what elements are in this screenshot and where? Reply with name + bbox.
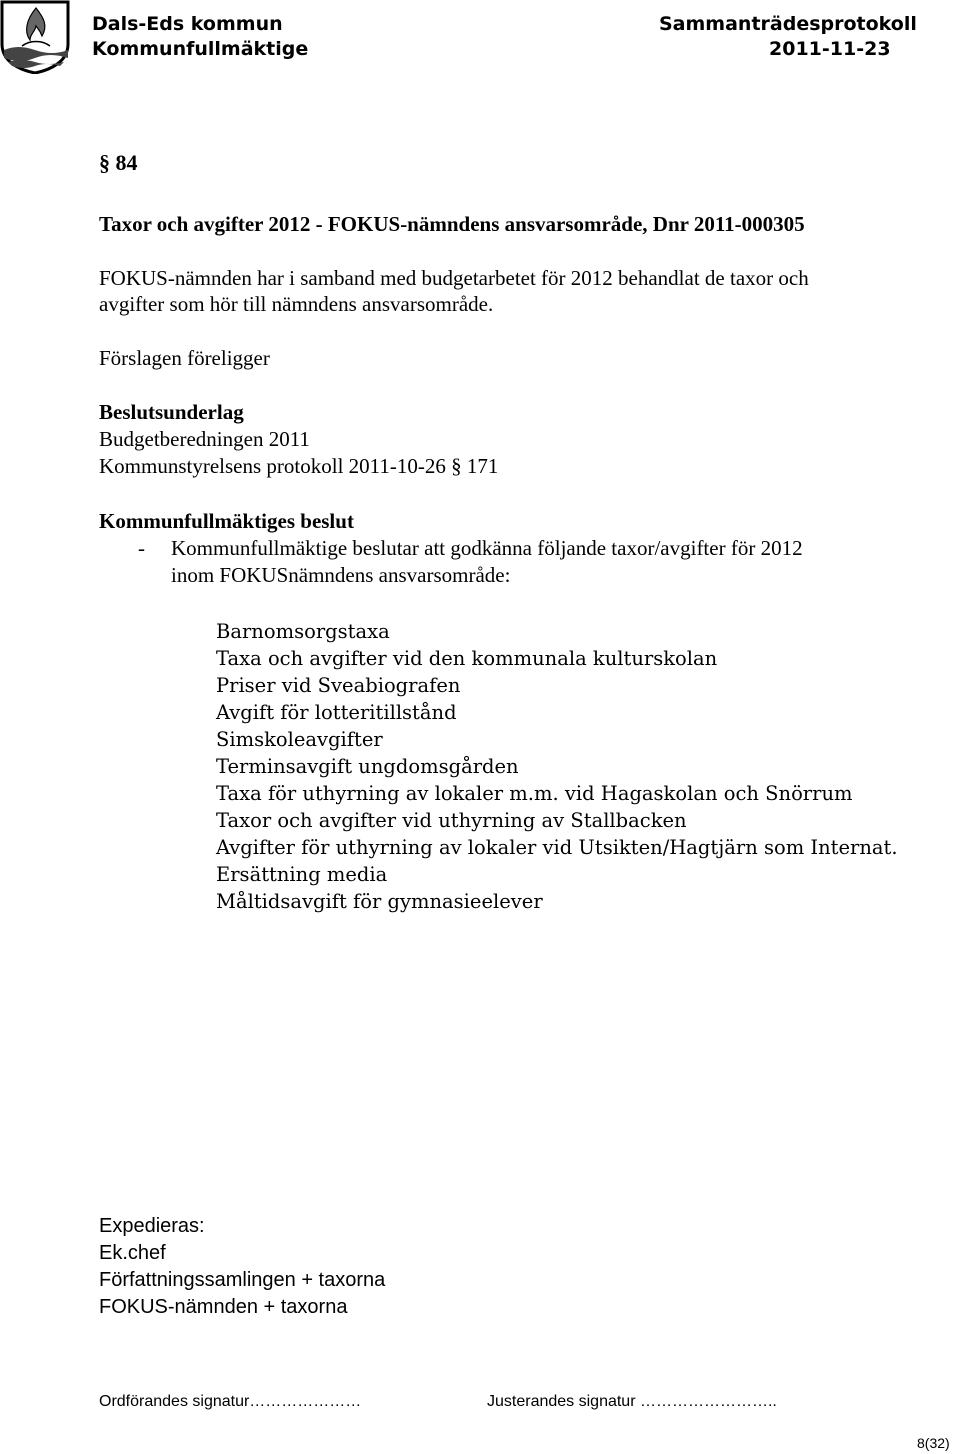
fee-item: Taxa och avgifter vid den kommunala kulturskolan <box>216 647 718 670</box>
proposals-note: Förslagen föreligger <box>99 346 270 370</box>
dispatch-item: Ek.chef <box>99 1242 166 1264</box>
fee-item: Måltidsavgift för gymnasieelever <box>216 890 543 913</box>
dispatch-item: Författningssamlingen + taxorna <box>99 1269 386 1291</box>
dispatch-item: FOKUS-nämnden + taxorna <box>99 1296 348 1318</box>
intro-line-1: FOKUS-nämnden har i samband med budgetarbetet för 2012 behandlat de taxor och <box>99 266 809 290</box>
fee-list <box>216 618 898 915</box>
intro-line-2: avgifter som hör till nämndens ansvarsområde. <box>99 292 494 316</box>
fee-item: Avgift för lotteritillstånd <box>216 701 457 724</box>
fee-item: Barnomsorgstaxa <box>216 620 390 643</box>
paragraph-number: § 84 <box>99 150 138 175</box>
municipality-name: Dals-Eds kommun <box>92 13 283 35</box>
fee-item: Ersättning media <box>216 863 388 886</box>
coat-of-arms-icon <box>0 0 72 74</box>
fee-item: Terminsavgift ungdomsgården <box>216 755 519 778</box>
section-title: Taxor och avgifter 2012 - FOKUS-nämndens ansvarsområde, Dnr 2011-000305 <box>99 212 805 236</box>
decision-line-2: inom FOKUSnämndens ansvarsområde: <box>171 563 511 587</box>
meeting-date: 2011-11-23 <box>769 38 891 60</box>
fee-item: Taxor och avgifter vid uthyrning av Stallbacken <box>216 809 687 832</box>
fee-item: Taxa för uthyrning av lokaler m.m. vid Hagaskolan och Snörrum <box>216 782 853 805</box>
decision-line-1: Kommunfullmäktige beslutar att godkänna följande taxor/avgifter för 2012 <box>171 536 803 560</box>
basis-item: Kommunstyrelsens protokoll 2011-10-26 § 171 <box>99 454 499 478</box>
adjuster-signature: Justerandes signatur …………………….. <box>487 1393 777 1410</box>
chair-signature: Ordförandes signatur………………… <box>99 1393 362 1410</box>
fee-item: Simskoleavgifter <box>216 728 383 751</box>
basis-heading: Beslutsunderlag <box>99 400 244 424</box>
fee-item: Avgifter för uthyrning av lokaler vid Utsikten/Hagtjärn som Internat. <box>216 836 898 859</box>
dispatch-heading: Expedieras: <box>99 1215 205 1237</box>
page-number: 8(32) <box>917 1435 950 1451</box>
body-name: Kommunfullmäktige <box>92 38 309 60</box>
fee-item: Priser vid Sveabiografen <box>216 674 461 697</box>
basis-item: Budgetberedningen 2011 <box>99 427 310 451</box>
decision-heading: Kommunfullmäktiges beslut <box>99 509 354 533</box>
decision-bullet: - <box>138 536 145 560</box>
document-type: Sammanträdesprotokoll <box>659 13 917 35</box>
